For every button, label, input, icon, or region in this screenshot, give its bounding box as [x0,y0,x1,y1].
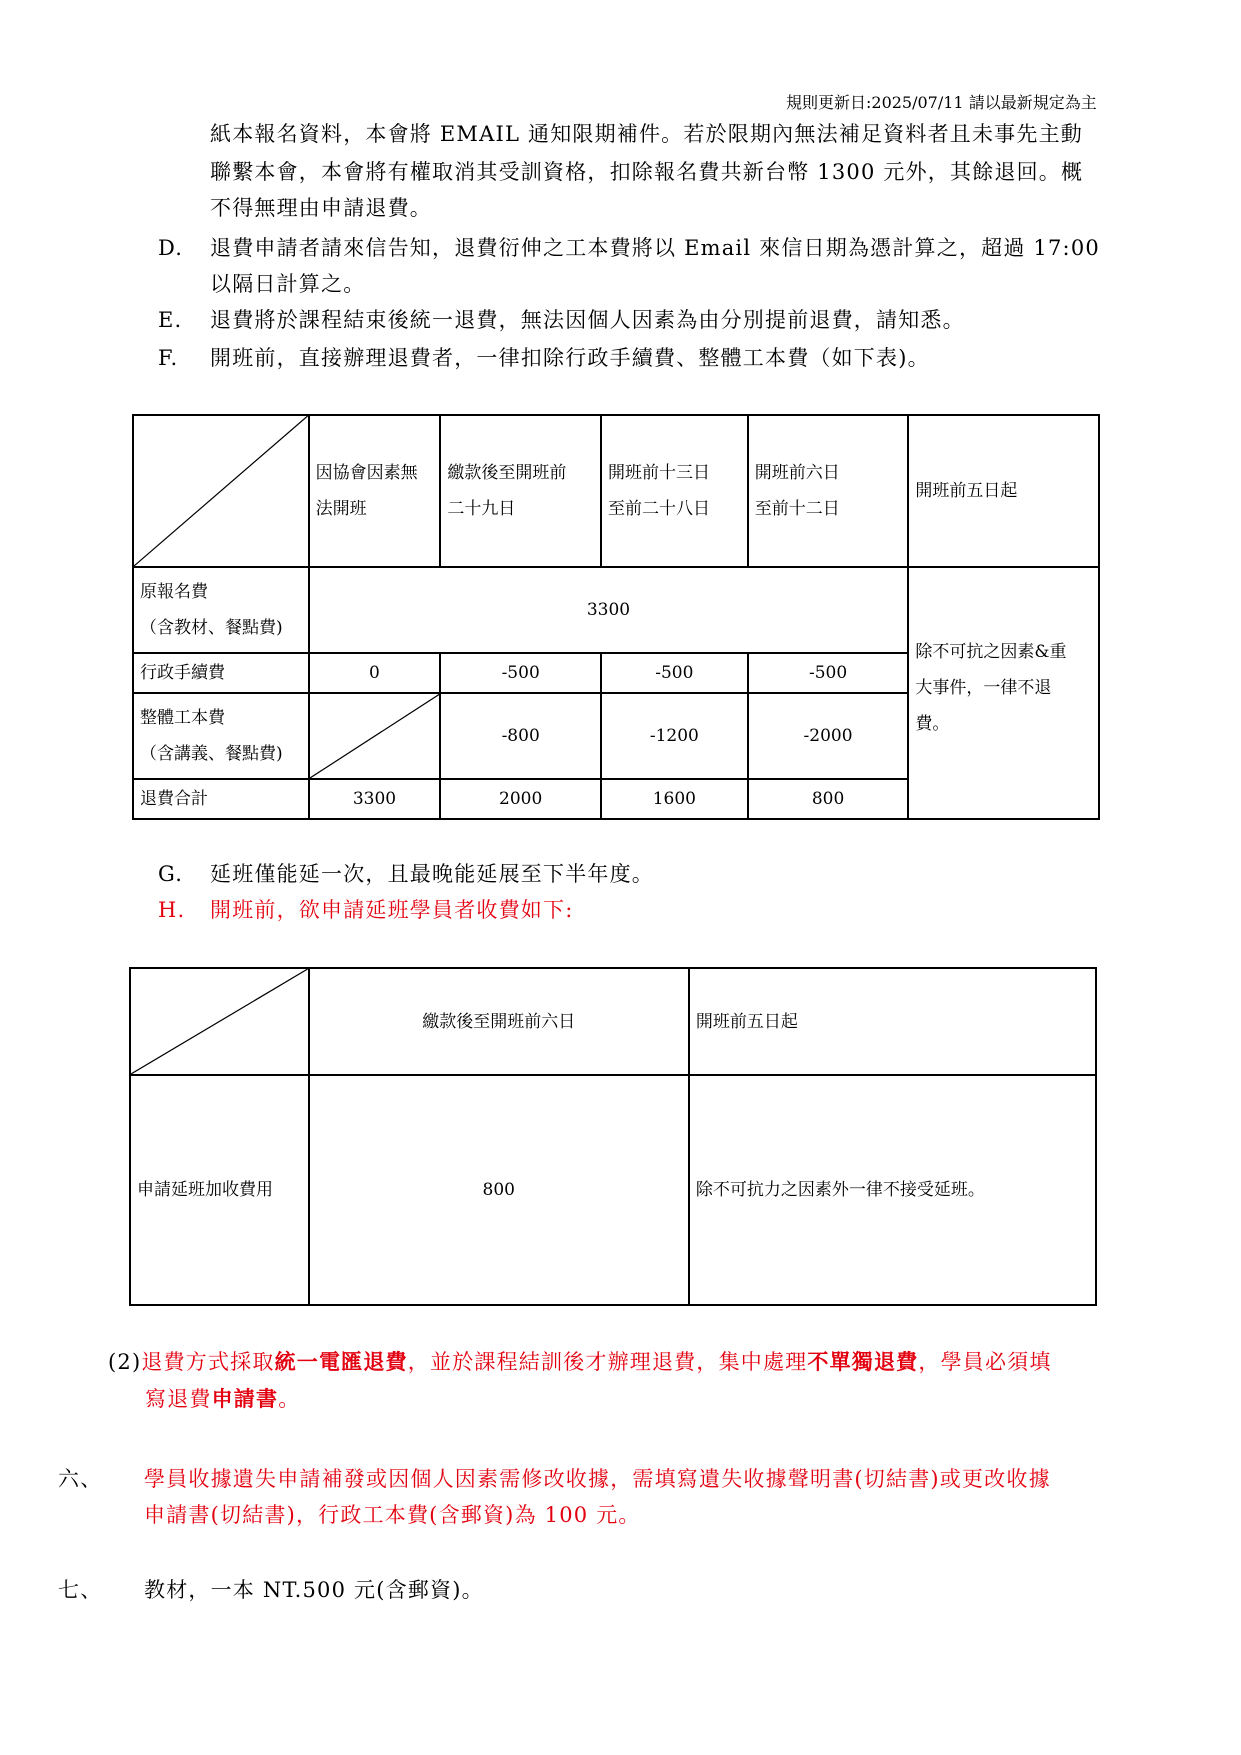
header-13-28-days: 開班前十三日 至前二十八日 [601,415,748,567]
intro-line-1: 紙本報名資料，本會將 EMAIL 通知限期補件。若於限期內無法補足資料者且未事先主動 [210,122,1083,146]
item-d-marker: D. [158,236,184,260]
material-fee-empty-cell [309,693,441,779]
note2-line-1: (2)退費方式採取統一電匯退費，並於課程結訓後才辦理退費，集中處理不單獨退費，學員必須填 [108,1349,1052,1374]
row-label-original-fee: 原報名費 （含教材、餐點費) [133,567,309,653]
intro-line-3: 不得無理由申請退費。 [210,196,432,220]
postpone-table [129,967,1097,1306]
item-f-marker: F. [158,346,179,370]
section6-line-2: 申請書(切結書)，行政工本費(含郵資)為 100 元。 [144,1503,641,1527]
material-fee-cell: -800 [440,693,601,779]
intro-line-2: 聯繫本會，本會將有權取消其受訓資格，扣除報名費共新台幣 1300 元外，其餘退回。概 [210,160,1084,184]
postpone-header-before-6-days: 繳款後至開班前六日 [309,968,689,1075]
material-fee-cell: -2000 [748,693,909,779]
admin-fee-cell: -500 [748,653,909,693]
admin-fee-cell: 0 [309,653,441,693]
postpone-row-label: 申請延班加收費用 [130,1075,309,1305]
total-cell: 800 [748,779,909,819]
item-h-marker: H. [158,898,186,922]
section6-marker: 六、 [58,1467,103,1491]
item-g-marker: G. [158,862,184,886]
item-d-line-2: 以隔日計算之。 [210,272,366,296]
item-e-marker: E. [158,308,183,332]
item-h-text: 開班前，欲申請延班學員者收費如下: [210,898,574,922]
item-f-text: 開班前，直接辦理退費者，一律扣除行政手續費、整體工本費（如下表)。 [210,346,930,370]
item-g-text: 延班僅能延一次，且最晚能延展至下半年度。 [210,862,654,886]
update-note: 規則更新日:2025/07/11 請以最新規定為主 [786,93,1097,112]
section7-text: 教材，一本 NT.500 元(含郵資)。 [144,1578,484,1602]
postpone-diagonal-cell [130,968,309,1075]
admin-fee-cell: -500 [601,653,748,693]
header-association-cancel: 因協會因素無 法開班 [309,415,441,567]
admin-fee-cell: -500 [440,653,601,693]
no-refund-note: 除不可抗之因素&重 大事件，一律不退 費。 [908,567,1099,819]
total-cell: 1600 [601,779,748,819]
row-label-total: 退費合計 [133,779,309,819]
item-d-line-1: 退費申請者請來信告知，退費衍伸之工本費將以 Email 來信日期為憑計算之，超過 17:00 [210,236,1100,260]
original-fee-value: 3300 [309,567,909,653]
row-label-admin-fee: 行政手續費 [133,653,309,693]
postpone-fee-value: 800 [309,1075,689,1305]
header-29-days: 繳款後至開班前 二十九日 [440,415,601,567]
section7-marker: 七、 [58,1578,103,1602]
diagonal-header-cell [133,415,309,567]
header-5-days: 開班前五日起 [908,415,1099,567]
total-cell: 2000 [440,779,601,819]
postpone-note: 除不可抗力之因素外一律不接受延班。 [689,1075,1096,1305]
refund-table [132,414,1100,820]
section6-line-1: 學員收據遺失申請補發或因個人因素需修改收據，需填寫遺失收據聲明書(切結書)或更改收據 [144,1467,1051,1491]
material-fee-cell: -1200 [601,693,748,779]
item-e-text: 退費將於課程結束後統一退費，無法因個人因素為由分別提前退費，請知悉。 [210,308,965,332]
note2-line-2: 寫退費申請書。 [145,1386,301,1411]
header-6-12-days: 開班前六日 至前十二日 [748,415,909,567]
row-label-material-fee: 整體工本費 （含講義、餐點費) [133,693,309,779]
total-cell: 3300 [309,779,441,819]
postpone-header-5-days: 開班前五日起 [689,968,1096,1075]
